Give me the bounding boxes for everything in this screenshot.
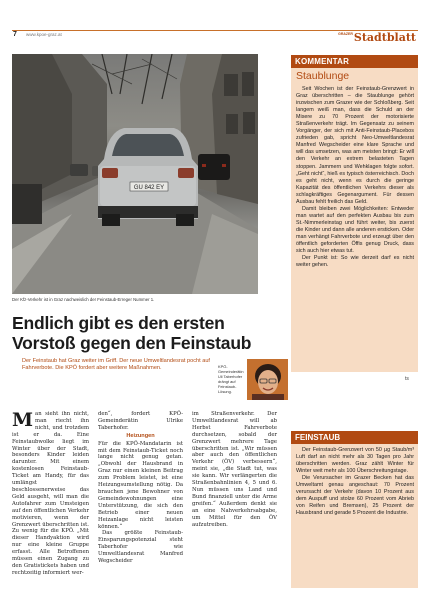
kommentar-title: Staublunge [296, 70, 350, 82]
column-2-para-1: den“, fordert KPÖ-Gemeinderätin Ulrike Taberhofer. [98, 411, 183, 431]
site-url[interactable]: www.kpoe-graz.at [26, 32, 62, 37]
column-2-para-2: Für die KPÖ-Mandatarin ist mit dem Feinstaub-Ticket noch lange nicht genug getan. „Obwohl der Hausbrand in Graz nur einen kleinen Beitrag zum Problem leistet, ist eine Heizungsumstellung nötig. Da brauchen jene Bewohner von Gemeindewohnungen eine Unterstützung, die sich den Betrieb einer neuen Heizanlage nicht leisten können.“ [98, 440, 183, 530]
article-column-2 [98, 411, 183, 565]
column-3-para-1: im Straßenverkehr. Der Umweltlandesrat will ab Herbst Fahrverbote durchsetzen, sobald der Grenzwert mehrere Tage überschritten ist. „Wir müssen aber auch den öffentlichen Verkehr (ÖV) verbessern“, meint sie, „die Stadt tut, was sie kann. Wir verlängerten die Straßenbahnlinien 4, 5 und 6. Nun müssen uns Land und Bund finanziell unter die Arme greifen.“ Außerdem denkt sie an eine Nahverkehrsabgabe, um Mittel für den ÖV aufzutreiben. [192, 411, 277, 528]
article-column-1 [12, 411, 89, 577]
feinstaub-text [296, 447, 414, 517]
article-column-3 [192, 411, 277, 528]
portrait-photo [247, 359, 288, 400]
masthead-title: Stadtblatt [353, 31, 416, 44]
feinstaub-bar: FEINSTAUB [291, 431, 418, 444]
masthead-small: GRAZER [338, 32, 353, 36]
article-lead: Der Feinstaub hat Graz weiter im Griff. Der neue Umweltlandesrat pocht auf Fahrverbote. Die KPÖ fordert aber weitere Maßnahmen. [22, 358, 210, 372]
portrait-caption: KPÖ-Gemeinderätin Uli Taberhofer drängt auf Feinstaub-Lösung. [218, 364, 244, 394]
subhead-heizungen: Heizungen [126, 432, 155, 439]
license-plate: GU 842 EY [133, 185, 165, 191]
photo-caption: Der Kfz-Verkehr ist in Graz nachweislich der Feinstaub-Erreger Nummer 1. [12, 297, 155, 302]
column-2-para-3: Das größte Feinstaub-Einsparungspotenzial steht Taberhofer wie Umweltlandesrat Manfred Wegscheider [98, 530, 183, 565]
headline-line-2: Vorstoß gegen den Feinstaub [12, 333, 252, 353]
masthead-logo [338, 32, 416, 43]
kommentar-text [296, 86, 414, 269]
kommentar-bar: KOMMENTAR [291, 55, 418, 68]
feinstaub-para-1: Der Feinstaub-Grenzwert von 50 µg Staub/m³ Luft darf an nicht mehr als 30 Tagen pro Jahr überschritten werden. Graz zählt Winter für Winter weit mehr als 100 Überschreitungstage. [296, 447, 414, 475]
feinstaub-para-2: Die Verursacher im Grazer Becken hat das Umweltamt genau angeschaut: 70 Prozent verursacht der Verkehr (davon 10 Prozent aus dem Auspuff und stolze 60 Prozent vom Abrieb von Reifen und Bremsen), 25 Prozent der Hausbrand und gerade 5 Prozent die Industrie. [296, 475, 414, 517]
headline-line-1: Endlich gibt es den ersten [12, 313, 225, 333]
kommentar-para-3: Der Punkt ist: So wie derzeit darf es nicht weiter gehen. [296, 255, 414, 269]
article-headline [12, 313, 262, 353]
column-1-text: an sieht ihn nicht, man riecht ihn nicht, und trotzdem ist er da. Eine Feinstaubwolke liegt im Winter über der Stadt, besonders Kinder leiden darunter. Mit einem kostenlosen Feinstaub-Ticket am Handy, für das umlängst beschlossenerweise das Geld ausgeht, will man die Autofahrer zum Umsteigen auf den öffentlichen Verkehr motivieren, wenn der Grenzwert überschritten ist. Zu wenig für die KPÖ. „Mit dieser Handyaktion wird nur eine kleine Gruppe erfasst. Alle Betroffenen müssen einen Zugang zu den Gratistickets haben und rechtzeitig informiert wer- [12, 411, 89, 576]
page-number: 7 [13, 31, 17, 38]
drop-cap: M [12, 409, 34, 431]
kommentar-para-2: Damit bleiben zwei Möglichkeiten: Entweder man wartet auf den perfekten Ausbau bis zum St.-Nimmerleinstag und führt weiter, bis zuerst die Kinder und dann alle anderen ersticken. Oder man verhängt Fahrverbote und erzeugt über den öffentlich geforderten Öffis genug Druck, dass sich auch hier etwas tut. [296, 205, 414, 255]
street-traffic-photo [12, 54, 258, 294]
kommentar-signature: ts [405, 376, 409, 382]
kommentar-para-1: Seit Wochen ist der Feinstaub-Grenzwert in Graz überschritten – die Staublunge gehört inzwischen zum Grazer wie der Schloßberg. Seit langem weiß man, dass die Schuld an der Misere zu 70 Prozent der motorisierte Straßenverkehr trägt. Im Gegensatz zu seinem Vorgänger, der sich mit Anti-Feinstaub-Placebos zufrieden gab, spricht Neo-Umweltlandesrat Manfred Wegscheider eine klare Sprache und will das umsetzen, was am meisten bringt: Er will den Verkehr an extrem belasteten Tagen stoppen. Jammern und Wehklagen folgte sofort. „Geht nicht“, hieß es typisch österreichisch. Doch es geht nicht, wenn es durch die geringe Kapazität des öffentlichen Verkehrs dieser als schlagkräftiges Gegenargument. Für dessen Ausbau fehlt freilich das Geld. [296, 86, 414, 205]
